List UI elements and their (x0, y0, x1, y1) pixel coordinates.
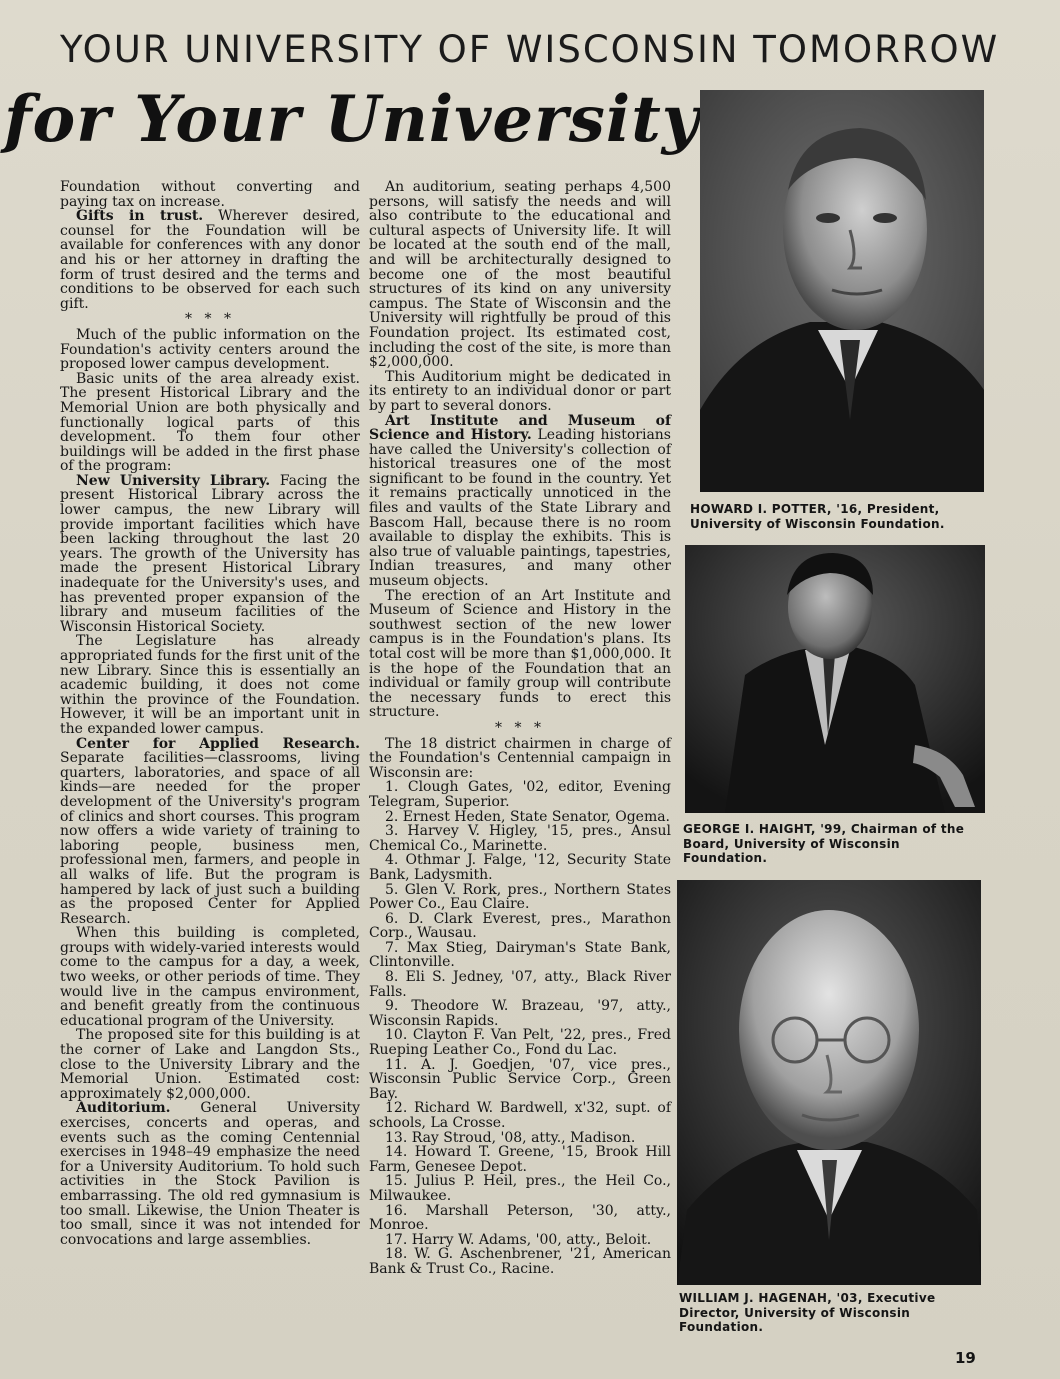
script-title: for Your University (4, 82, 700, 157)
paragraph: Basic units of the area already exist. The present Historical Library and the Memorial Union are both physically and functionally logical parts of this development. To them four other buildings will be added in the first phase of the program: (60, 370, 360, 475)
paragraph: When this building is completed, groups with widely-varied interests would come to the campus for a day, a week, two weeks, or other periods of time. They would live in the campus environment, and benefit greatly from the continuous educational program of the University. (60, 925, 360, 1029)
paragraph: The 18 district chairmen in charge of the Foundation's Centennial campaign in Wisconsin are: (369, 735, 671, 781)
subhead: Center for Applied Research. (76, 735, 360, 752)
section-divider: * * * (185, 311, 235, 328)
list-item: 7. Max Stieg, Dairyman's State Bank, Clintonville. (369, 939, 671, 971)
list-item: 14. Howard T. Greene, '15, Brook Hill Farm, Genesee Depot. (369, 1144, 671, 1175)
list-item: 15. Julius P. Heil, pres., the Heil Co., Milwaukee. (369, 1173, 671, 1204)
list-item: 17. Harry W. Adams, '00, atty., Beloit. (385, 1231, 652, 1248)
paragraph: Gifts in trust. Wherever desired, counsel for the Foundation will be available for conferences with any donor and his or her attorney in drafting the form of trust desired and the terms and conditions to be observed for each such gift. (60, 208, 360, 312)
caption-haight: GEORGE I. HAIGHT, '99, Chairman of the Board, University of Wisconsin Foundation. (683, 822, 965, 865)
masthead: YOUR UNIVERSITY OF WISCONSIN TOMORROW (60, 28, 1000, 71)
article-column-1 (60, 180, 360, 1247)
subhead: Gifts in trust. (76, 208, 204, 225)
section-divider: * * * (495, 719, 545, 736)
list-item: 13. Ray Stroud, '08, atty., Madison. (385, 1129, 636, 1146)
list-item: 4. Othmar J. Falge, '12, Security State Bank, Ladysmith. (369, 852, 671, 883)
list-item: 16. Marshall Peterson, '30, atty., Monroe. (369, 1202, 671, 1234)
list-item: 1. Clough Gates, '02, editor, Evening Telegram, Superior. (369, 779, 671, 810)
list-item: 8. Eli S. Jedney, '07, atty., Black River Falls. (369, 969, 671, 1000)
paragraph: The erection of an Art Institute and Museum of Science and History in the southwest section of the new lower campus is in the Foundation's plans. Its total cost will be more than $1,000,000. It is the hope of the Foundation that an individual or family group will contribute the necessary funds to erect this structure. (369, 587, 671, 721)
list-item: 6. D. Clark Everest, pres., Marathon Corp., Wausau. (369, 910, 671, 942)
list-item: 5. Glen V. Rork, pres., Northern States Power Co., Eau Claire. (369, 881, 671, 913)
subhead: New University Library. (76, 472, 271, 489)
paragraph: The proposed site for this building is at the corner of Lake and Langdon Sts., close to the University Library and the Memorial Union. Estimated cost: approximately $2,000,000. (60, 1027, 360, 1102)
portrait-photo-haight (685, 545, 985, 813)
paragraph: Art Institute and Museum of Science and History. Leading historians have called the University's collection of historical treasures one of the most significant to be found in the country. Yet it remains practically unnoticed in the files and vaults of the State Library and Bascom Hall, because there is no room available to display the exhibits. This is also true of valuable paintings, tapestries, Indian treasures, and many other museum objects. (369, 412, 671, 590)
paragraph: Much of the public information on the Foundation's activity centers around the proposed lower campus development. (60, 326, 360, 373)
portrait-photo-hagenah (677, 880, 981, 1285)
paragraph: Center for Applied Research. Separate facilities—classrooms, living quarters, laboratories, and space of all kinds—are needed for the proper development of the University's program of clinics and short courses. This program now offers a wide variety of training to laboring people, business men, professional men, farmers, and people in all walks of life. But the program is hampered by lack of just such a building as the proposed Center for Applied Research. (60, 735, 360, 927)
list-item: 3. Harvey V. Higley, '15, pres., Ansul Chemical Co., Marinette. (369, 823, 671, 854)
subhead: Art Institute and Museum of Science and History. (369, 412, 671, 444)
list-item: 12. Richard W. Bardwell, x'32, supt. of schools, La Crosse. (369, 1100, 671, 1131)
list-item: 11. A. J. Goedjen, '07, vice pres., Wisconsin Public Service Corp., Green Bay. (369, 1056, 671, 1102)
paragraph: An auditorium, seating perhaps 4,500 persons, will satisfy the needs and will also contribute to the educational and cultural aspects of University life. It will be located at the south end of the mall, and will be architecturally designed to become one of the most beautiful structures of its kind on any university campus. The State of Wisconsin and the University will rightfully be proud of this Foundation project. Its estimated cost, including the cost of the site, is more than $2,000,000. (369, 179, 671, 371)
list-item: 10. Clayton F. Van Pelt, '22, pres., Fred Rueping Leather Co., Fond du Lac. (369, 1027, 671, 1059)
portrait-photo-potter (700, 90, 984, 492)
list-item: 9. Theodore W. Brazeau, '97, atty., Wisconsin Rapids. (369, 998, 671, 1029)
article-column-2 (369, 180, 671, 1277)
paragraph: New University Library. Facing the present Historical Library across the lower campus, the new Library will provide important facilities which have been lacking throughout the last 20 years. The growth of the University has made the present Historical Library inadequate for the University's uses, and has prevented proper expansion of the library and museum facilities of the Wisconsin Historical Society. (60, 472, 360, 635)
paragraph: This Auditorium might be dedicated in its entirety to an individual donor or part by part to several donors. (369, 368, 671, 414)
caption-hagenah: WILLIAM J. HAGENAH, '03, Executive Director, University of Wisconsin Foundation. (679, 1291, 936, 1334)
chairmen-list (369, 780, 671, 1276)
subhead: Auditorium. (76, 1100, 171, 1117)
paragraph: Auditorium. General University exercises, concerts and operas, and events such as the coming Centennial exercises in 1948–49 emphasize the need for a University Auditorium. To hold such activities in the Stock Pavilion is embarrassing. The old red gymnasium is too small. Likewise, the Union Theater is too small, since it was not intended for convocations and large assemblies. (60, 1100, 360, 1248)
list-item: 2. Ernest Heden, State Senator, Ogema. (385, 808, 671, 825)
paragraph: The Legislature has already appropriated funds for the first unit of the new Library. Since this is essentially an academic building, it does not come within the province of the Foundation. However, it will be an important unit in the expanded lower campus. (60, 633, 361, 737)
page-number: 19 (955, 1349, 976, 1367)
caption-potter: HOWARD I. POTTER, '16, President, University of Wisconsin Foundation. (690, 502, 945, 531)
list-item: 18. W. G. Aschenbrener, '21, American Bank & Trust Co., Racine. (369, 1246, 671, 1277)
paragraph: Foundation without converting and paying tax on increase. (60, 179, 360, 210)
